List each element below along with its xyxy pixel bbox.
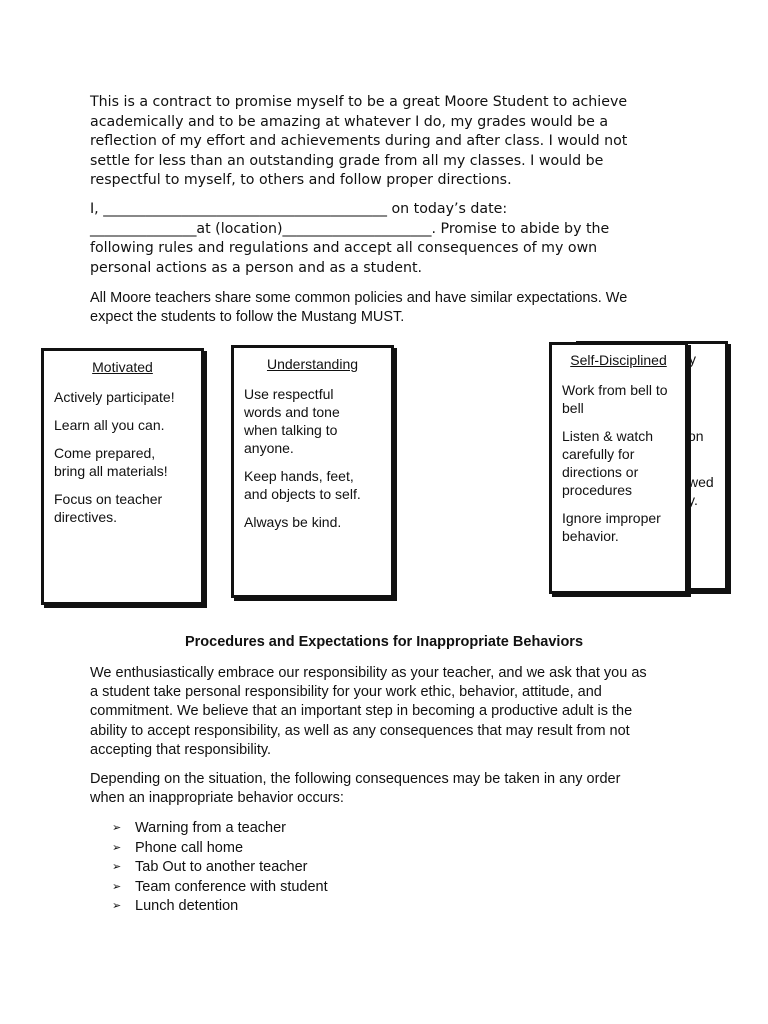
list-item xyxy=(112,897,328,917)
consequence-label: Phone call home xyxy=(135,839,244,856)
hidden-fragment: on xyxy=(688,428,704,444)
hidden-fragment: y xyxy=(689,351,696,367)
self-disciplined-box xyxy=(549,342,688,594)
list-item xyxy=(112,819,328,839)
arrow-bullet-icon: ➢ xyxy=(112,841,122,854)
consequence-label: Lunch detention xyxy=(135,898,239,914)
consequence-label: Warning from a teacher xyxy=(135,820,286,836)
motivated-item: Actively participate! xyxy=(54,389,175,405)
contract-intro: This is a contract to promise myself to be a great Moore Student to achieve academically and to be amazing at whatever I do, my grades would be a reflection of my effort and achievements during and after class. I would not settle for less than an outstanding grade from all my classes. I would be respectful to myself, to others and follow proper directions. xyxy=(90,94,628,188)
consequences-intro: Depending on the situation, the following consequences may be taken in any order when an inappropriate behavior occurs: xyxy=(90,771,621,807)
list-item xyxy=(112,839,328,859)
arrow-bullet-icon: ➢ xyxy=(112,880,122,893)
understanding-item: Always be kind. xyxy=(244,514,342,530)
self-disciplined-item: Ignore improper behavior. xyxy=(562,510,661,544)
consequence-label: Tab Out to another teacher xyxy=(135,859,308,875)
list-item xyxy=(112,858,328,878)
arrow-bullet-icon: ➢ xyxy=(112,861,122,873)
list-item xyxy=(112,878,328,898)
hidden-fragment: wed xyxy=(688,474,714,490)
understanding-box xyxy=(231,345,394,598)
self-disciplined-item: Work from bell to bell xyxy=(562,382,668,416)
understanding-title: Understanding xyxy=(266,356,359,372)
consequence-label: Team conference with student xyxy=(135,878,328,895)
self-disciplined-title: Self-Disciplined xyxy=(570,352,667,368)
pledge-statement: I, ________________________________________ on today’s date: _______________at (location)_____________________. Promise to abide by the following rules and regulations and accept all consequences of my own personal actions as a person and as a student. xyxy=(90,201,610,276)
motivated-title: Motivated xyxy=(92,359,153,375)
procedures-heading: Procedures and Expectations for Inappropriate Behaviors xyxy=(184,634,584,650)
responsibility-text: We enthusiastically embrace our responsibility as your teacher, and we ask that you as a student take personal responsibility for your work ethic, behavior, attitude, and commitment. We believe that an important step in becoming a productive adult is the ability to accept responsibility, as well as any consequences that may result from not accepting that responsibility. xyxy=(90,665,647,758)
consequence-list xyxy=(112,819,328,917)
hidden-fragment: y. xyxy=(688,492,698,508)
understanding-item: Use respectful words and tone when talking to anyone. xyxy=(244,386,340,456)
common-policies-text: All Moore teachers share some common policies and have similar expectations. We expect the students to follow the Mustang MUST. xyxy=(90,290,628,326)
understanding-item: Keep hands, feet, and objects to self. xyxy=(244,468,361,502)
arrow-bullet-icon: ➢ xyxy=(112,900,122,912)
motivated-item: Focus on teacher directives. xyxy=(54,491,163,525)
motivated-box xyxy=(41,348,204,605)
arrow-bullet-icon: ➢ xyxy=(112,822,122,834)
motivated-item: Come prepared, bring all materials! xyxy=(54,445,168,479)
motivated-item: Learn all you can. xyxy=(54,417,165,433)
self-disciplined-item: Listen & watch carefully for directions or procedures xyxy=(562,428,654,498)
